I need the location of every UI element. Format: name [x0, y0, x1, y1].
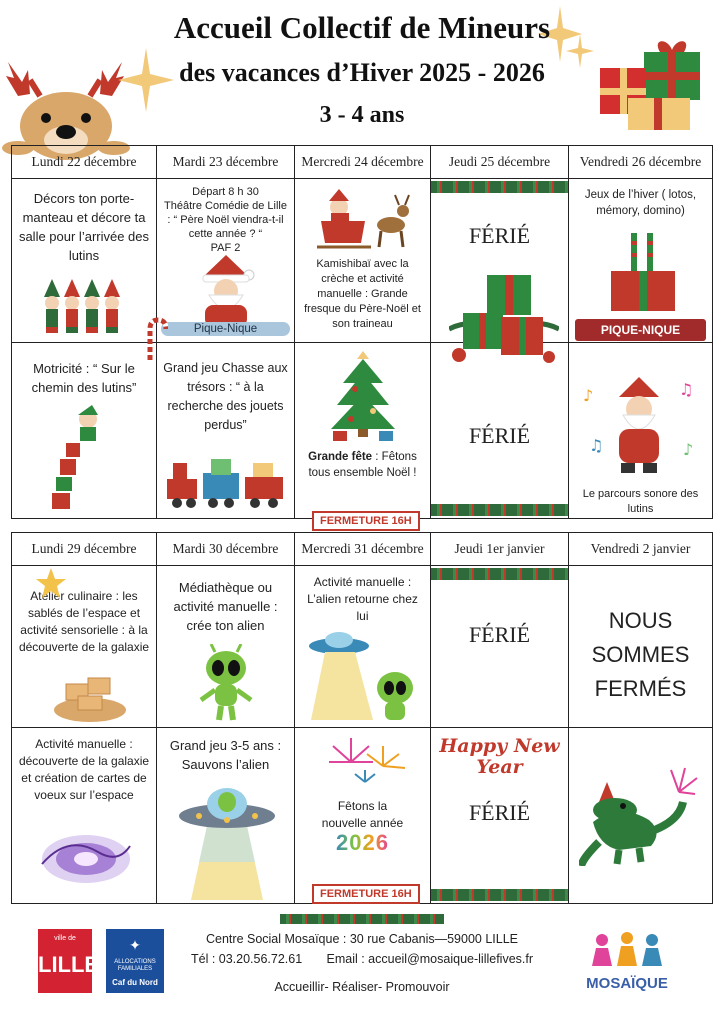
- caf-logo-text: ALLOCATIONS FAMILIALES: [114, 959, 156, 972]
- caf-emblem-icon: ✦: [129, 937, 141, 953]
- footer-email: Email : accueil@mosaique-lillefives.fr: [326, 952, 534, 966]
- activity-cell: [295, 343, 431, 519]
- activity-text-rest: : Fêtons tous ensemble Noël !: [308, 451, 417, 479]
- age-range: 3 - 4 ans: [319, 102, 405, 128]
- activity-cell: [569, 566, 713, 728]
- activity-cell: [12, 179, 157, 343]
- footer-address: Centre Social Mosaïque : 30 rue Cabanis—59000 LILLE: [206, 932, 518, 946]
- day-header: Vendredi 2 janvier: [569, 533, 713, 566]
- day-header: Mercredi 31 décembre: [295, 533, 431, 566]
- alien-ufo-icon: [303, 630, 425, 724]
- activity-cell: [431, 566, 569, 728]
- activity-text: Décors ton porte-manteau et décore ta salle pour l’arrivée des lutins: [18, 191, 150, 263]
- svg-text:♪: ♪: [583, 386, 594, 405]
- picnic-banner: PIQUE-NIQUE: [575, 319, 706, 341]
- closing-badge: FERMETURE 16H: [312, 511, 420, 531]
- activity-cell: [295, 179, 431, 343]
- day-header: Lundi 29 décembre: [12, 533, 157, 566]
- holiday-label: FÉRIÉ: [468, 622, 531, 647]
- day-header: Vendredi 26 décembre: [569, 146, 713, 179]
- activity-cell: [12, 728, 157, 904]
- activity-cell: [12, 343, 157, 519]
- activity-cell: [569, 179, 713, 343]
- fireworks-icon: [321, 732, 409, 792]
- svg-text:♫: ♫: [589, 436, 604, 455]
- page-subtitle: des vacances d’Hiver 2025 - 2026: [179, 58, 545, 87]
- day-header: Mardi 30 décembre: [157, 533, 295, 566]
- week2-table: [11, 532, 713, 904]
- dinosaur-party-icon: [579, 762, 699, 866]
- activity-text: Activité manuelle : découverte de la galaxie et création de cartes de voeux sur l’espace: [18, 737, 150, 802]
- sleigh-icon: [315, 187, 411, 253]
- svg-text:♫: ♫: [679, 380, 694, 399]
- closed-notice: NOUS SOMMES FERMÉS: [591, 608, 690, 701]
- page-title: Accueil Collectif de Mineurs: [173, 10, 551, 45]
- activity-cell: [569, 728, 713, 904]
- elf-legs-gift-icon: [605, 231, 681, 315]
- activity-cell: [569, 343, 713, 519]
- lille-logo-text: LILLE: [38, 952, 100, 977]
- activity-text: Le parcours sonore des lutins: [582, 488, 699, 515]
- activity-cell: [157, 343, 295, 519]
- train-icon: [163, 453, 289, 511]
- activity-text: Grand jeu Chasse aux trésors : “ à la recherche des jouets perdus”: [163, 361, 288, 432]
- elf-gifts-icon: [48, 405, 108, 513]
- activity-text: [295, 443, 430, 481]
- alien-icon: [197, 644, 255, 722]
- galaxy-icon: [38, 824, 134, 894]
- activity-highlight: Grande fête: [308, 451, 373, 463]
- year-2026: 2026: [336, 830, 389, 855]
- activity-cell: [157, 728, 295, 904]
- activity-cell: [295, 728, 431, 904]
- happy-new-year-icon: Happy New Year: [439, 735, 560, 778]
- gift-holly-icon: [449, 269, 559, 379]
- activity-text: Fêtons la nouvelle année: [321, 799, 404, 830]
- mosaique-logo-text: MOSAÏQUE: [586, 975, 668, 992]
- star-icon: [36, 568, 66, 598]
- week1-table: [11, 145, 713, 519]
- activity-cell: [157, 179, 295, 343]
- day-header: Jeudi 25 décembre: [431, 146, 569, 179]
- people-icon: [582, 930, 672, 970]
- footer-tel: Tél : 03.20.56.72.61: [190, 952, 303, 966]
- activity-cell: [431, 343, 569, 519]
- mosaique-logo: [582, 930, 672, 994]
- day-header: Mardi 23 décembre: [157, 146, 295, 179]
- holiday-label: FÉRIÉ: [468, 423, 531, 448]
- activity-cell: [431, 728, 569, 904]
- christmas-tree-icon: [323, 349, 403, 443]
- activity-cell: [295, 566, 431, 728]
- activity-text: Médiathèque ou activité manuelle : crée ton alien: [173, 580, 278, 633]
- year-text: [295, 830, 430, 856]
- holiday-label: FÉRIÉ: [468, 223, 531, 248]
- activity-cell: [157, 566, 295, 728]
- santa-icon: [191, 253, 261, 329]
- day-header: Jeudi 1er janvier: [431, 533, 569, 566]
- activity-text: Atelier culinaire : les sablés de l’espace et activité sensorielle : à la découverte de la galaxie: [18, 589, 150, 654]
- activity-text: Grand jeu 3-5 ans : Sauvons l’alien: [169, 738, 282, 772]
- activity-cell: [12, 566, 157, 728]
- activity-text: Kamishibaï avec la crèche et activité manuelle : Grande fresque du Père-Noël et son traineau: [304, 258, 421, 330]
- garland-icon: [431, 568, 568, 580]
- cookies-plate-icon: [52, 670, 128, 724]
- day-header: Lundi 22 décembre: [12, 146, 157, 179]
- caf-logo-sub: Caf du Nord: [112, 978, 158, 987]
- garland-icon: [431, 889, 568, 901]
- garland-icon: [431, 504, 568, 516]
- activity-text: Activité manuelle : L’alien retourne chez lui: [307, 575, 418, 623]
- activity-text: Départ 8 h 30 Théâtre Comédie de Lille : “ Père Noël viendra-t-il cette année ? “ PAF 2: [164, 186, 287, 254]
- garland-icon: [431, 181, 568, 193]
- svg-text:♪: ♪: [683, 440, 694, 459]
- day-header: Mercredi 24 décembre: [295, 146, 431, 179]
- picnic-label: Pique-Nique: [161, 322, 290, 336]
- ufo-icon: [177, 782, 277, 900]
- activity-text: Motricité : “ Sur le chemin des lutins”: [31, 361, 137, 395]
- lille-logo-small: ville de: [54, 935, 76, 942]
- closing-badge: FERMETURE 16H: [312, 884, 420, 904]
- elves-icon: [42, 269, 126, 335]
- singing-santa-icon: [579, 371, 701, 481]
- holiday-label: FÉRIÉ: [468, 800, 531, 825]
- garland-icon: [280, 914, 444, 924]
- footer-slogan: Accueillir- Réaliser- Promouvoir: [274, 980, 450, 994]
- activity-text: Jeux de l’hiver ( lotos, mémory, domino): [584, 189, 697, 217]
